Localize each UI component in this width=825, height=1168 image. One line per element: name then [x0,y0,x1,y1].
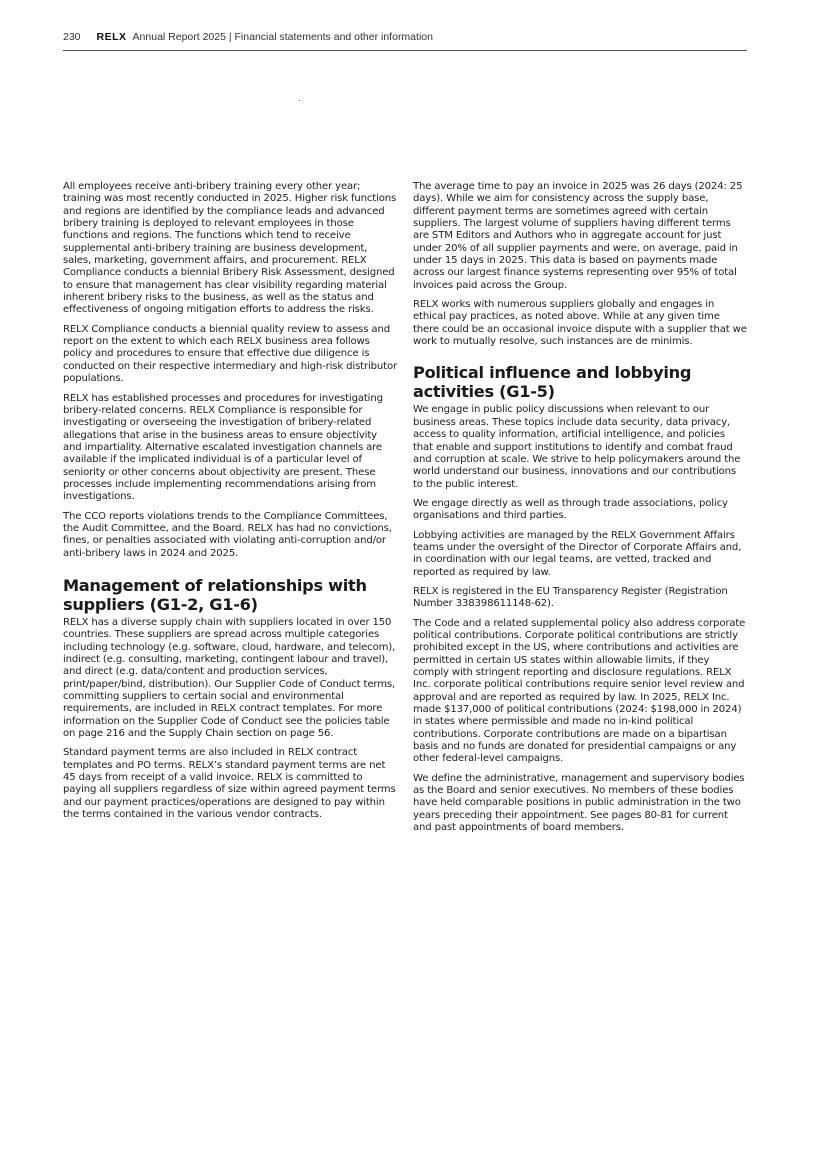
right-column [413,181,747,841]
paragraph: RELX has established processes and procedures for investigating bribery-related concerns. RELX Compliance is responsible for investigating or overseeing the investigation of bribery-related allegations that arise in the business areas to ensure objectivity and impartiality. Alternative escalated investigation channels are available if the implicated individual is of a particular level of seniority or other concerns about objectivity are present. These processes include implementing recommendations arising from investigations. [63,392,383,503]
page-number: 230 [63,31,81,43]
paragraph: All employees receive anti-bribery training every other year; training was most recently conducted in 2025. Higher risk functions and regions are identified by the compliance leads and advanced bribery training is deployed to relevant employees in those functions and regions. The functions which tend to receive supplemental anti-bribery training are business development, sales, marketing, government affairs, and procurement. RELX Compliance conducts a biennial Bribery Risk Assessment, designed to ensure that management has clear visibility regarding material inherent bribery risks to the business, as well as the status and effectiveness of ongoing mitigation efforts to address the risks. [63,181,397,316]
left-column [63,181,397,828]
paragraph: The CCO reports violations trends to the Compliance Committees, the Audit Committee, and the Board. RELX has had no convictions, fines, or penalties associated with violating anti-corruption and/or anti-bribery laws in 2024 and 2025. [63,510,392,559]
brand-logo-text: RELX [96,31,127,43]
paragraph: We engage directly as well as through trade associations, policy organisations and third parties. [413,497,728,522]
decorative-dot [299,100,300,101]
paragraph: RELX Compliance conducts a biennial quality review to assess and report on the extent to which each RELX business area follows policy and procedures to ensure that effective due diligence is conducted on their respective intermediary and high-risk distributor populations. [63,323,397,385]
paragraph: RELX has a diverse supply chain with suppliers located in over 150 countries. These suppliers are spread across multiple categories including technology (e.g. software, cloud, hardware, and telecom), indirect (e.g. consulting, marketing, contingent labour and travel), and direct (e.g. data/content and production services, print/paper/bind, distribution). Our Supplier Code of Conduct terms, committing suppliers to certain social and environmental requirements, are included in RELX contract templates. For more information on the Supplier Code of Conduct see the policies table on page 216 and the Supply Chain section on page 56. [63,616,396,740]
paragraph: Standard payment terms are also included in RELX contract templates and PO terms. RELX’s standard payment terms are net 45 days from receipt of a valid invoice. RELX is committed to paying all suppliers regardless of size within agreed payment terms and our payment practices/operations are designed to pay within the terms contained in the various vendor contracts. [63,747,396,821]
paragraph: RELX works with numerous suppliers globally and engages in ethical pay practices, as noted above. While at any given time there could be an occasional invoice dispute with a supplier that we work to mutually resolve, such instances are de minimis. [413,299,747,348]
paragraph: The average time to pay an invoice in 2025 was 26 days (2024: 25 days). While we aim for consistency across the supply base, different payment terms are sometimes agreed with certain suppliers. The largest volume of suppliers having different terms are STM Editors and Authors who in aggregate account for just under 20% of all supplier payments and were, on average, paid in under 15 days in 2025. This data is based on payments made across our largest finance systems representing over 95% of total invoices paid across the Group. [413,181,743,291]
section-heading-political-influence: Political influence and lobbying activities (G1-5) [413,363,692,402]
paragraph: We engage in public policy discussions when relevant to our business areas. These topics include data security, data privacy, access to quality information, artificial intelligence, and policies that enable and support institutions to identify and combat fraud and corruption at scale. We strive to help policymakers around the world understand our business, innovations and our contributions to the public interest. [413,404,741,490]
section-heading-suppliers: Management of relationships with suppliers (G1-2, G1-6) [63,575,367,614]
paragraph: We define the administrative, management and supervisory bodies as the Board and senior executives. No members of these bodies have held comparable positions in public administration in the two years preceding their appointment. See pages 80-81 for current and past appointments of board members. [413,772,745,834]
header-title: Annual Report 2025 | Financial statements and other information [132,31,433,43]
page-header [63,31,747,51]
paragraph: Lobbying activities are managed by the RELX Government Affairs teams under the oversight of the Director of Corporate Affairs and, in coordination with our legal teams, are vetted, tracked and reported as required by law. [413,529,742,578]
paragraph: RELX is registered in the EU Transparency Register (Registration Number 338398611148-62). [413,585,728,610]
paragraph: The Code and a related supplemental policy also address corporate political contributions. Corporate political contributions are strictly prohibited except in the US, where contributions and activities are permitted in certain US states within allowable limits, if they comply with stringent reporting and disclosure regulations. RELX Inc. corporate political contributions require senior level review and approval and are reported as required by law. In 2025, RELX Inc. made $137,000 of political contributions (2024: $198,000 in 2024) in states where permissible and made no in-kind political contributions. Corporate contributions are made on a bipartisan basis and no funds are donated for presidential campaigns or any other federal-level campaigns. [413,617,746,765]
